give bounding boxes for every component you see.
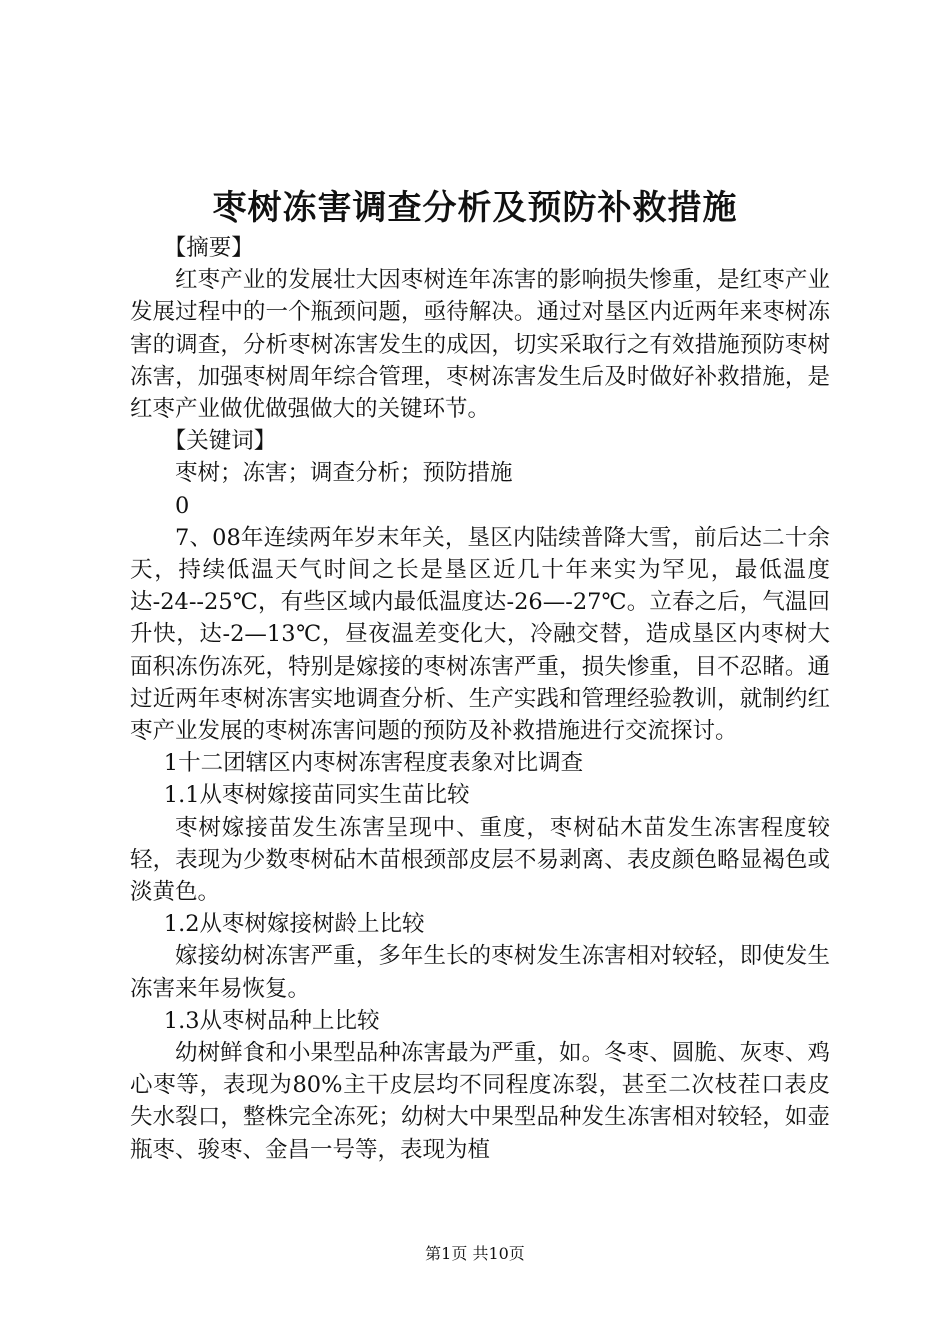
- subsection-heading: 1.2从枣树嫁接树龄上比较: [163, 911, 425, 938]
- abstract-heading: 【摘要】: [163, 235, 254, 261]
- keywords-paragraph: 枣树；冻害；调查分析；预防措施: [175, 460, 513, 487]
- document-body: [130, 232, 830, 1166]
- body-paragraph: 枣树嫁接苗发生冻害呈现中、重度，枣树砧木苗发生冻害程度较轻，表现为少数枣树砧木苗根颈部皮层不易剥离、表皮颜色略显褐色或淡黄色。: [130, 814, 830, 906]
- abstract-paragraph: 红枣产业的发展壮大因枣树连年冻害的影响损失惨重，是红枣产业发展过程中的一个瓶颈问题，亟待解决。通过对垦区内近两年来枣树冻害的调查，分析枣树冻害发生的成因，切实采取行之有效措施预防枣树冻害，加强枣树周年综合管理，枣树冻害发生后及时做好补救措施，是红枣产业做优做强做大的关键环节。: [130, 267, 830, 423]
- document-title: 枣树冻害调查分析及预防补救措施: [212, 188, 738, 228]
- subsection-heading: 1.3从枣树品种上比较: [163, 1007, 380, 1034]
- keywords-heading: 【关键词】: [163, 428, 277, 455]
- body-paragraph: 幼树鲜食和小果型品种冻害最为严重，如。冬枣、圆脆、灰枣、鸡心枣等，表现为80%主干皮层均不同程度冻裂，甚至二次枝茬口表皮失水裂口，整株完全冻死；幼树大中果型品种发生冻害相对较轻，如壶瓶枣、骏枣、金昌一号等，表现为植: [130, 1040, 830, 1163]
- page-number-footer: 第1页 共10页: [425, 1244, 525, 1263]
- body-paragraph: 嫁接幼树冻害严重，多年生长的枣树发生冻害相对较轻，即使发生冻害来年易恢复。: [130, 943, 830, 1002]
- intro-paragraph: 7、08年连续两年岁末年关，垦区内陆续普降大雪，前后达二十余天，持续低温天气时间之长是垦区近几十年来实为罕见，最低温度达-24--25℃，有些区域内最低温度达-26—-27℃。立春之后，气温回升快，达-2—13℃，昼夜温差变化大，冷融交替，造成垦区内枣树大面积冻伤冻死，特别是嫁接的枣树冻害严重，损失惨重，目不忍睹。通过近两年枣树冻害实地调查分析、生产实践和管理经验教训，就制约红枣产业发展的枣树冻害问题的预防及补救措施进行交流探讨。: [130, 524, 830, 745]
- subsection-heading: 1.1从枣树嫁接苗同实生苗比较: [163, 782, 470, 809]
- section-heading: 1十二团辖区内枣树冻害程度表象对比调查: [163, 750, 584, 777]
- section-number: 0: [175, 492, 190, 519]
